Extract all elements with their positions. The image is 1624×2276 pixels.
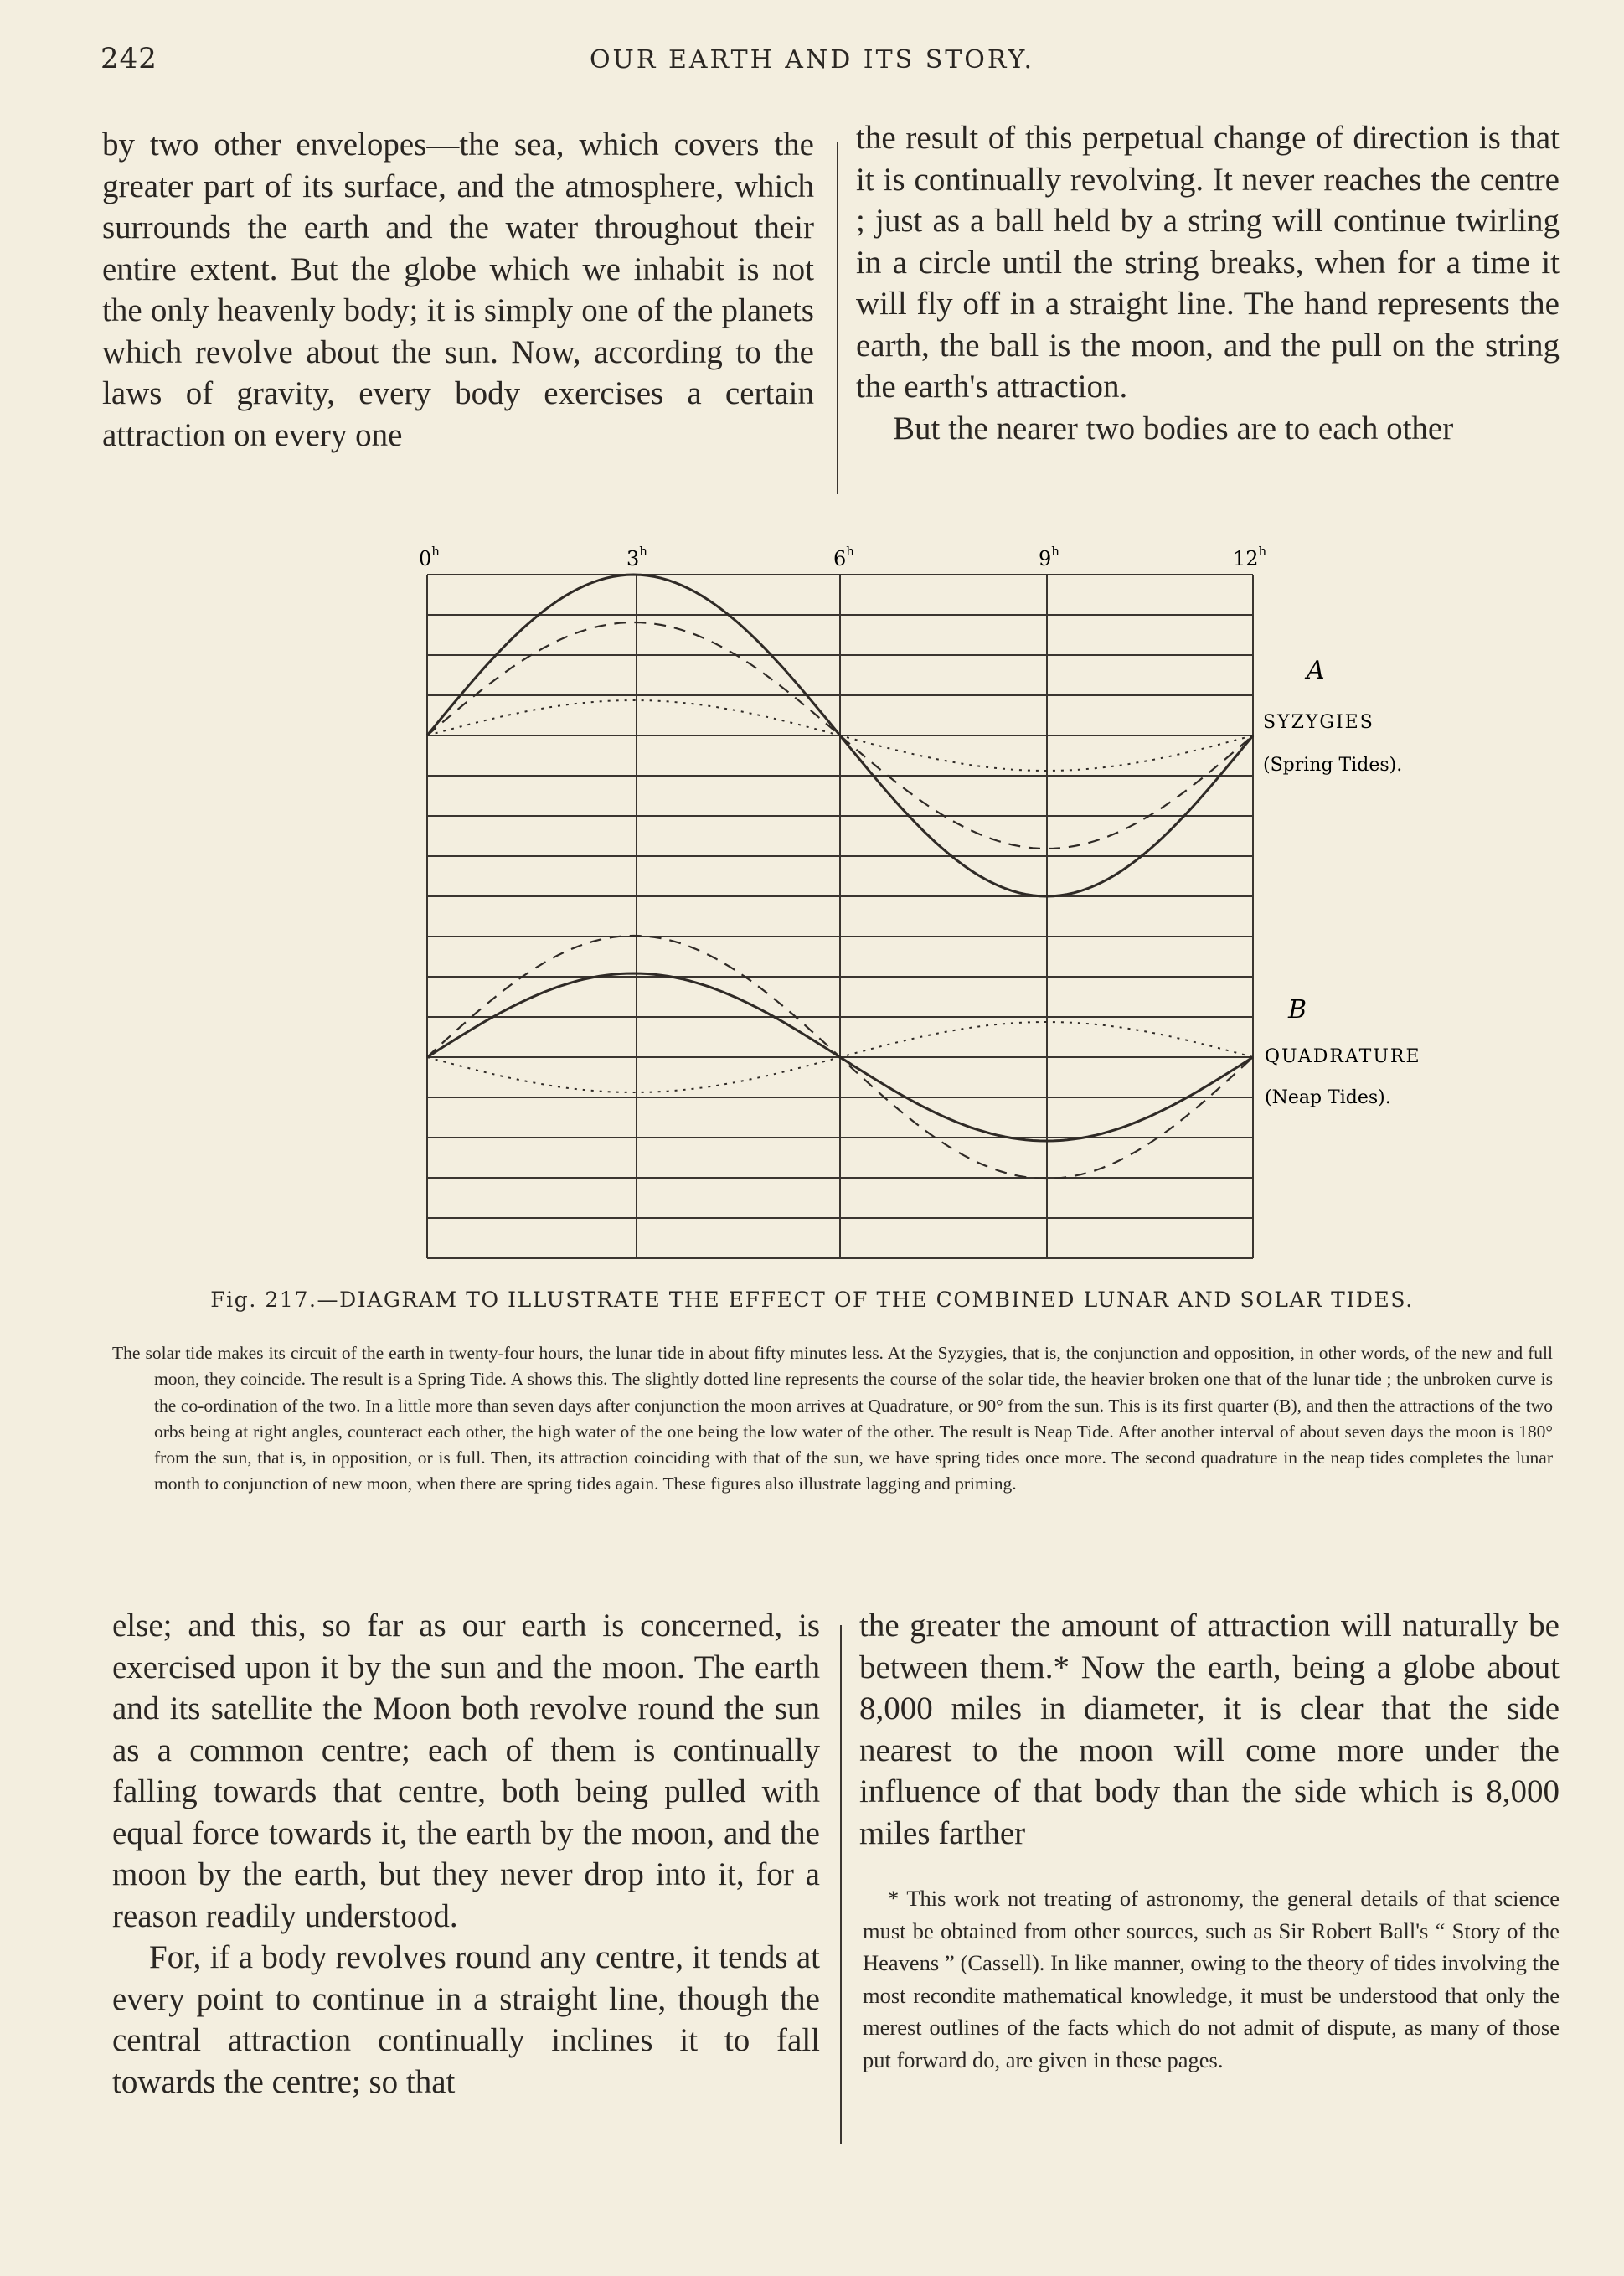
diagram-grid — [427, 575, 1253, 1258]
footnote — [863, 1882, 1560, 2076]
label-a-sub: (Spring Tides). — [1263, 755, 1403, 776]
bottom-right-column — [859, 1605, 1560, 1854]
figure-caption-text: The solar tide makes its circuit of the earth in twenty-four hours, the lunar tide in about fifty minutes less. At the Syzygies, that is, the conjunction and opposition, in other words, of the new and full moon, they coincide. The result is a Spring Tide. A shows this. The slightly dotted line represents the course of the solar tide, the heavier broken one that of the lunar tide ; the unbroken curve is the co-ordination of the two. In a little more than seven days after conjunction the moon arrives at Quadrature, or 90° from the sun. This is its first quarter (B), and then the attractions of the two orbs being at right angles, counteract each other, the high water of the one being the low water of the other. The result is Neap Tide. After another interval of about seven days the moon is 180° from the sun, that is, in opposition, or is full. Then, its attraction coinciding with that of the sun, we have spring tides once more. The second quadrature in the neap tides completes the lunar month to conjunction of new moon, when there are spring tides again. These figures also illustrate lagging and priming. — [112, 1343, 1553, 1494]
hour-labels — [419, 544, 1267, 570]
footnote-text: * This work not treating of astronomy, the general details of that science must be obtained from other sources, such as Sir Robert Ball's “ Story of the Heavens ” (Cassell). In like manner, owing to the theory of tides involving the most recondite mathematical knowledge, it must be understood that only the merest outlines of the facts which do not admit of dispute, as many of those put forward do, are given in these pages. — [863, 1886, 1560, 2072]
tide-diagram — [0, 528, 1624, 1282]
bottom-right-paragraph: the greater the amount of attraction will naturally be between them.* Now the earth, being a globe about 8,000 miles in diameter, it is clear that the side nearest to the moon will come more under the influence of that body than the side which is 8,000 miles farther — [859, 1608, 1560, 1851]
figure-title: Fig. 217.—DIAGRAM TO ILLUSTRATE THE EFFECT OF THE COMBINED LUNAR AND SOLAR TIDES. — [210, 1288, 1414, 1312]
label-b-sub: (Neap Tides). — [1265, 1087, 1391, 1108]
top-left-column — [102, 124, 814, 456]
column-rule-top — [837, 142, 838, 494]
hour-label-0: 0$^h$ — [419, 544, 440, 570]
hour-label-12: 12$^h$ — [1233, 544, 1267, 570]
top-right-column — [856, 117, 1560, 449]
top-right-paragraph-2: But the nearer two bodies are to each other — [893, 410, 1454, 446]
running-head: OUR EARTH AND ITS STORY. — [589, 45, 1035, 75]
top-right-paragraph-1: the result of this perpetual change of direction is that it is continually revolving. It never reaches the centre ; just as a ball held by a string will continue twirling in a circle until the string breaks, when for a time it will fly off in a straight line. The hand represents the earth, the ball is the moon, and the pull on the string the earth's attraction. — [856, 120, 1560, 405]
label-b-name: QUADRATURE — [1265, 1046, 1421, 1067]
figure-caption — [112, 1340, 1553, 1498]
hour-label-9: 9$^h$ — [1039, 544, 1059, 570]
page-number: 242 — [101, 42, 157, 75]
hour-label-6: 6$^h$ — [833, 544, 854, 570]
top-left-paragraph: by two other envelopes—the sea, which covers the greater part of its surface, and the atmosphere, which surrounds the earth and the water throughout their entire extent. But the globe which we inhabit is not the only heavenly body; it is simply one of the planets which revolve about the sun. Now, according to the laws of gravity, every body exercises a certain attraction on every one — [102, 126, 814, 453]
hour-label-3: 3$^h$ — [626, 544, 647, 570]
label-a-letter: A — [1307, 656, 1325, 685]
bottom-left-paragraph-1: else; and this, so far as our earth is concerned, is exercised upon it by the sun and the moon. The earth and its satellite the Moon both revolve round the sun as a common centre; each of them is continually falling towards that centre, both being pulled with equal force towards it, the earth by the moon, and the moon by the earth, but they never drop into it, for a reason readily understood. — [112, 1608, 820, 1934]
label-a-name: SYZYGIES — [1263, 712, 1374, 733]
label-b-letter: B — [1288, 995, 1307, 1024]
bottom-left-column — [112, 1605, 820, 2103]
bottom-left-paragraph-2: For, if a body revolves round any centre, it tends at every point to continue in a straight line, though the central attraction continually inclines it to fall towards the centre; so that — [112, 1939, 820, 2100]
column-rule-bottom — [840, 1625, 842, 2144]
